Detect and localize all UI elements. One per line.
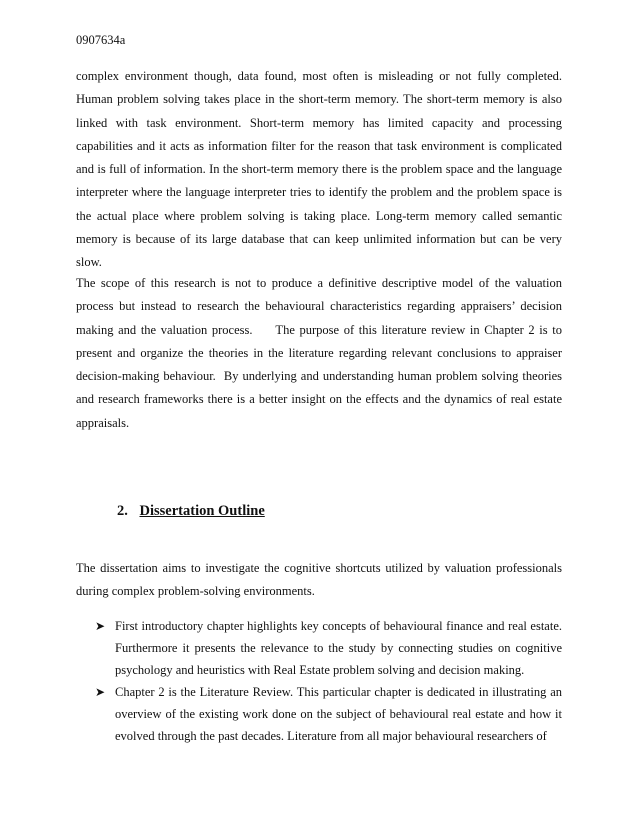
outline-bullet-list xyxy=(95,615,562,747)
arrow-bullet-icon: ➤ xyxy=(95,685,106,699)
section-heading xyxy=(117,503,265,520)
paragraph-memory: complex environment though, data found, most often is misleading or not fully completed. Human problem solving takes place in the short-term memory. The short-term memory is also linked with task environment. Short-term memory has limited capacity and processing capabilities and it acts as information filter for the reason that task environment is complicated and is full of information. In the short-term memory there is the problem space and the language interpreter where the language interpreter tries to identify the problem and the problem space is the actual place where problem solving is taking place. Long-term memory called semantic memory is because of its large database that can keep unlimited information but can be very slow. xyxy=(76,69,562,270)
list-item-text: First introductory chapter highlights key concepts of behavioural finance and real estate. Furthermore it presents the relevance to the study by connecting studies on cognitive psychology and heuristics with Real Estate problem solving and decision making. xyxy=(115,619,562,677)
page-header-doc-id: 0907634a xyxy=(76,33,126,47)
paragraph-outline-intro: The dissertation aims to investigate the cognitive shortcuts utilized by valuation professionals during complex problem-solving environments. xyxy=(76,561,562,599)
list-item xyxy=(95,615,562,681)
section-number: 2. xyxy=(117,503,128,519)
list-item-text: Chapter 2 is the Literature Review. This particular chapter is dedicated in illustrating an overview of the existing work done on the subject of behavioural real estate and how it evolved through the past decades. Literature from all major behavioural researchers of xyxy=(115,685,562,743)
paragraph-scope: The scope of this research is not to produce a definitive descriptive model of the valuation process but instead to research the behavioural characteristics regarding appraisers’ decision making and the valuation process. The purpose of this literature review in Chapter 2 is to present and organize the theories in the literature regarding relevant conclusions to appraiser decision-making behaviour. By underlying and understanding human problem solving theories and research frameworks there is a better insight on the effects and the dynamics of real estate appraisals. xyxy=(76,276,566,430)
list-item xyxy=(95,681,562,747)
arrow-bullet-icon: ➤ xyxy=(95,619,106,633)
section-title: Dissertation Outline xyxy=(139,503,265,519)
